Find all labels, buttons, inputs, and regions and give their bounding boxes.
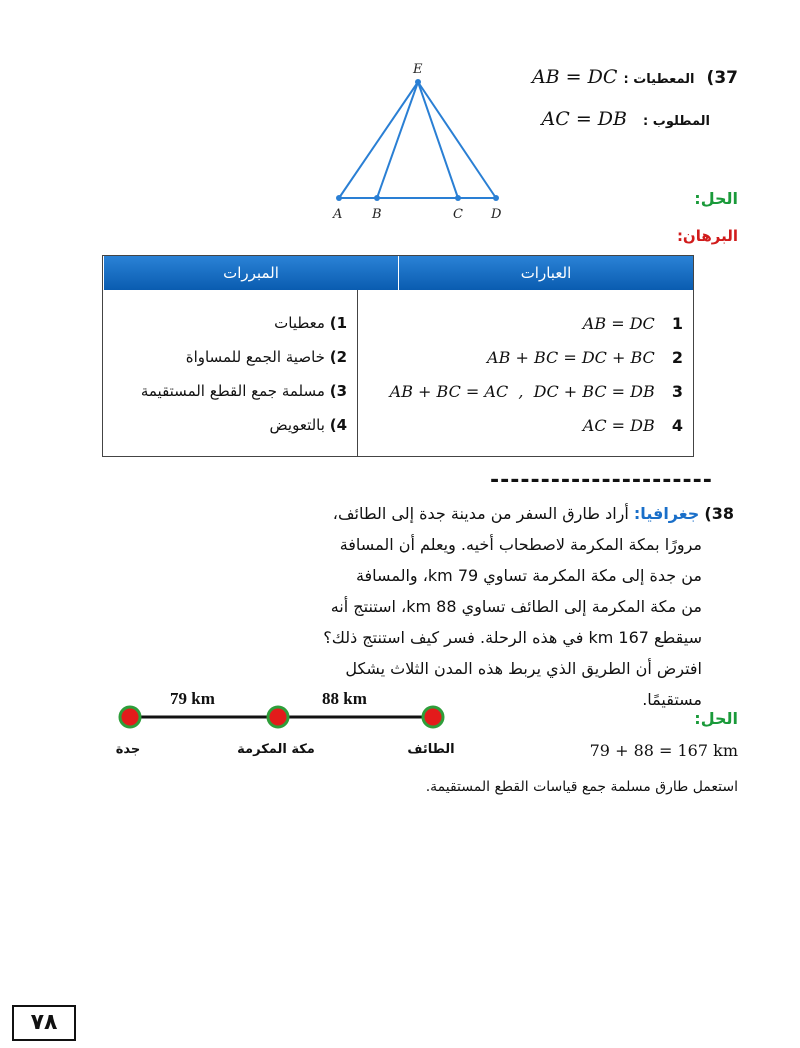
label-e: E [413, 62, 423, 77]
triangle-figure [320, 55, 520, 235]
solution-label-38: الحل: [694, 709, 738, 728]
problem-38-text-line: مرورًا بمكة المكرمة لاصطحاب أخيه. ويعلم أن المسافة [339, 535, 702, 554]
reason-row-4: 4) بالتعويض [269, 416, 347, 434]
label-c: C [453, 207, 463, 222]
page-number: ٧٨ [12, 1005, 76, 1041]
given-statement: AB = DC [531, 66, 618, 88]
distance-jeddah-makkah: 79 km [170, 689, 215, 708]
statement-row-1 [583, 314, 683, 333]
statement-number: 1 [671, 314, 683, 333]
statement-text: AB + BC = DC + BC [487, 348, 655, 367]
reasons-header: المبررات [103, 256, 398, 290]
city-label-jeddah: جدة [115, 742, 141, 757]
statement-text: AB + BC = AC , DC + BC = DB [389, 382, 655, 401]
statement-number: 4 [671, 416, 683, 435]
label-d: D [491, 207, 502, 222]
city-dot-taif [423, 707, 443, 727]
road-diagram [100, 682, 480, 767]
reason-text: بالتعويض [269, 416, 325, 434]
figure-lines [339, 82, 496, 198]
statement-row-3 [390, 382, 683, 401]
reason-number: 3 [336, 382, 347, 400]
problem-38-text-line: افترض أن الطريق الذي يربط هذه المدن الثلاث يشكل [345, 659, 702, 678]
solution-label-37: الحل: [694, 189, 738, 208]
reason-text: معطيات [274, 314, 325, 332]
statement-number: 2 [671, 348, 683, 367]
problem-38-topic: جغرافيا: [633, 504, 700, 523]
reason-row-3: 3) مسلمة جمع القطع المستقيمة [140, 382, 347, 400]
statement-text: AB = DC [582, 314, 655, 333]
given-label: المعطيات : [623, 72, 695, 87]
statements-column [357, 290, 693, 456]
problem-38-text-line: مستقيمًا. [642, 690, 702, 709]
city-label-taif: الطائف [407, 742, 455, 757]
reason-text: خاصية الجمع للمساواة [185, 348, 325, 366]
reason-number: 2 [336, 348, 347, 366]
city-label-makkah: مكة المكرمة [237, 742, 315, 757]
proof-table-header [103, 256, 693, 290]
reason-row-2: 2) خاصية الجمع للمساواة [185, 348, 347, 366]
statement-row-2 [487, 348, 683, 367]
statement-text: AC = DB [582, 416, 655, 435]
point-e [415, 79, 421, 85]
given-line [488, 66, 738, 88]
point-d [493, 195, 499, 201]
problem-38-text-line: من جدة إلى مكة المكرمة تساوي 79 km، والمسافة [355, 566, 702, 585]
city-dot-jeddah [120, 707, 140, 727]
label-a: A [333, 207, 343, 222]
section-separator: ---------------------- [490, 468, 713, 493]
proof-label: البرهان: [676, 227, 738, 245]
problem-38-text-line: سيقطع 167 km في هذه الرحلة. فسر كيف استنتج ذلك؟ [323, 628, 702, 647]
prove-line [488, 108, 738, 130]
reasons-column [103, 290, 358, 456]
statement-number: 3 [671, 382, 683, 401]
city-dot-makkah [268, 707, 288, 727]
problem-38-text-line: من مكة المكرمة إلى الطائف تساوي 88 km، استنتج أنه [330, 597, 702, 616]
point-c [455, 195, 461, 201]
problem-38-number: 38) [704, 504, 734, 523]
solution-equation: 79 + 88 = 167 km [589, 741, 738, 760]
reason-row-1: 1) معطيات [274, 314, 347, 332]
statements-header: العبارات [398, 256, 693, 290]
reason-text: مسلمة جمع القطع المستقيمة [140, 382, 325, 400]
problem-38-line-1 [314, 498, 734, 529]
proof-table [102, 255, 694, 457]
label-b: B [372, 207, 382, 222]
reason-number: 1 [336, 314, 347, 332]
prove-label: المطلوب : [643, 114, 710, 129]
point-b [374, 195, 380, 201]
point-a [336, 195, 342, 201]
reason-number: 4 [336, 416, 347, 434]
problem-38-text-line: أراد طارق السفر من مدينة جدة إلى الطائف، [332, 504, 629, 523]
problem-37-number: 37) [706, 68, 738, 88]
prove-statement: AC = DB [541, 108, 627, 130]
distance-makkah-taif: 88 km [322, 689, 367, 708]
solution-conclusion: استعمل طارق مسلمة جمع قياسات القطع المستقيمة. [425, 779, 738, 795]
statement-row-4 [583, 416, 683, 435]
